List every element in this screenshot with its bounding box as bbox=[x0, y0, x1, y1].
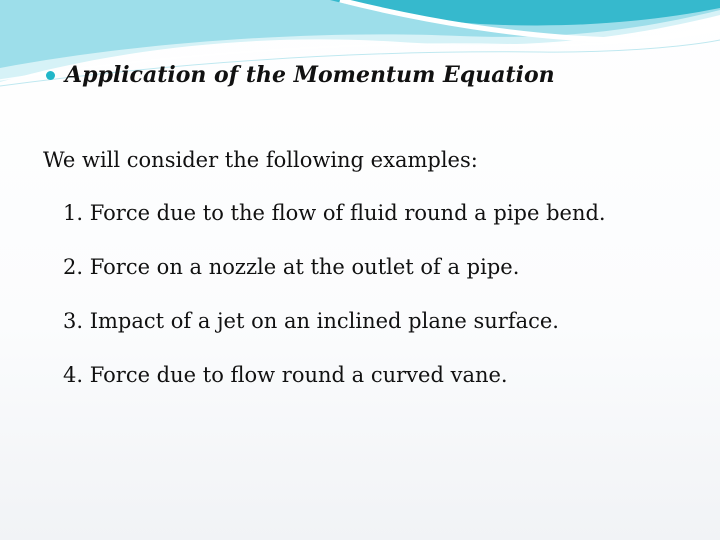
examples-list bbox=[63, 198, 606, 414]
bullet-icon bbox=[46, 71, 55, 80]
example-item: 1. Force due to the flow of fluid round a pipe bend. bbox=[63, 201, 606, 225]
example-item: 2. Force on a nozzle at the outlet of a pipe. bbox=[63, 255, 520, 279]
example-item: 3. Impact of a jet on an inclined plane surface. bbox=[63, 309, 559, 333]
slide-heading bbox=[46, 60, 555, 90]
example-item: 4. Force due to flow round a curved vane. bbox=[63, 363, 508, 387]
intro-text: We will consider the following examples: bbox=[43, 148, 478, 172]
slide-heading-text: Application of the Momentum Equation bbox=[65, 62, 555, 88]
